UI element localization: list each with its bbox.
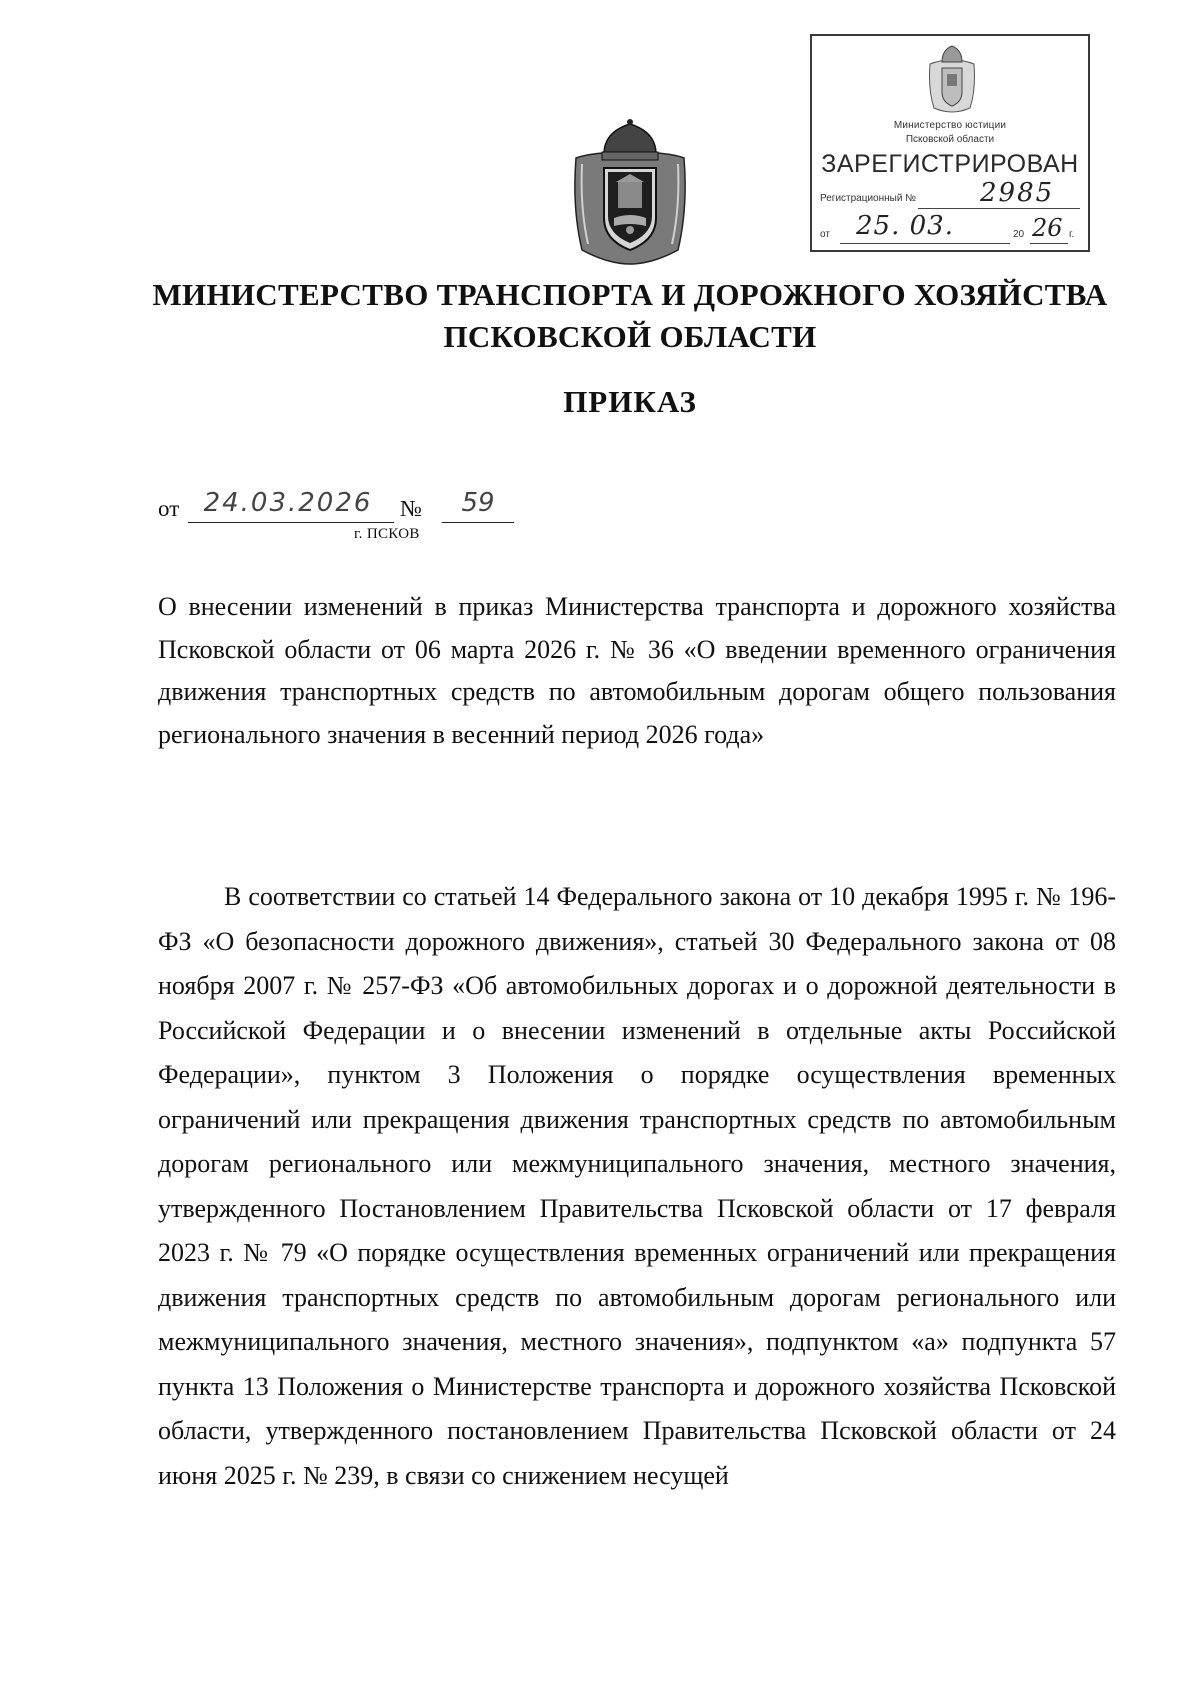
ministry-title: МИНИСТЕРСТВО ТРАНСПОРТА И ДОРОЖНОГО ХОЗЯЙСТВА ПСКОВСКОЙ ОБЛАСТИ (152, 277, 1108, 354)
order-number: 59 (461, 488, 495, 518)
stamp-year-prefix: 20 (1013, 229, 1025, 240)
registration-stamp (810, 34, 1090, 252)
stamp-number: 2985 (980, 178, 1055, 208)
order-date-underline (188, 522, 394, 523)
stamp-number-underline (918, 208, 1080, 209)
stamp-date-underline (840, 243, 1010, 244)
order-date: 24.03.2026 (203, 488, 373, 518)
order-body-paragraph: В соответствии со статьей 14 Федерального закона от 10 декабря 1995 г. № 196-ФЗ «О безопасности дорожного движения», статьей 30 Федерального закона от 08 ноября 2007 г. № 257-ФЗ «Об автомобильных дорогах и о дорожной деятельности в Российской Федерации и о внесении изменений в отдельные акты Российской Федерации», пунктом 3 Положения о порядке осуществления временных ограничений или прекращения движения транспортных средств по автомобильным дорогам регионального или межмуниципального значения, местного значения, утвержденного Постановлением Правительства Псковской области от 17 февраля 2023 г. № 79 «О порядке осуществления временных ограничений или прекращения движения транспортных средств по автомобильным дорогам регионального или межмуниципального значения, местного значения», подпунктом «а» подпункта 57 пункта 13 Положения о Министерстве транспорта и дорожного хозяйства Псковской области, утвержденного постановлением Правительства Псковской области от 24 июня 2025 г. № 239, в связи со снижением несущей (158, 882, 1116, 1490)
stamp-authority-line1: Министерство юстиции (893, 120, 1007, 131)
order-city: г. ПСКОВ (354, 526, 420, 542)
stamp-year-underline (1030, 243, 1068, 244)
stamp-date: 25. 03. (856, 211, 954, 241)
stamp-year-suffix: 26 (1032, 214, 1063, 242)
coat-of-arms-icon (568, 118, 692, 266)
order-date-prefix: от (158, 496, 180, 521)
stamp-emblem-icon (924, 42, 980, 116)
order-number-underline (442, 522, 514, 523)
stamp-date-prefix: от (820, 229, 830, 240)
order-number-label: № (400, 496, 422, 521)
order-subject: О внесении изменений в приказ Министерства транспорта и дорожного хозяйства Псковской области от 06 марта 2026 г. № 36 «О введении временного ограничения движения транспортных средств по автомобильным дорогам общего пользования регионального значения в весенний период 2026 года» (158, 592, 1116, 749)
order-date-number-line (158, 488, 558, 528)
stamp-authority-line2: Псковской области (905, 134, 995, 145)
stamp-number-label: Регистрационный № (820, 193, 916, 204)
document-type-title: ПРИКАЗ (563, 384, 697, 419)
stamp-year-tail: г. (1069, 229, 1075, 240)
stamp-status: ЗАРЕГИСТРИРОВАН (821, 150, 1079, 178)
